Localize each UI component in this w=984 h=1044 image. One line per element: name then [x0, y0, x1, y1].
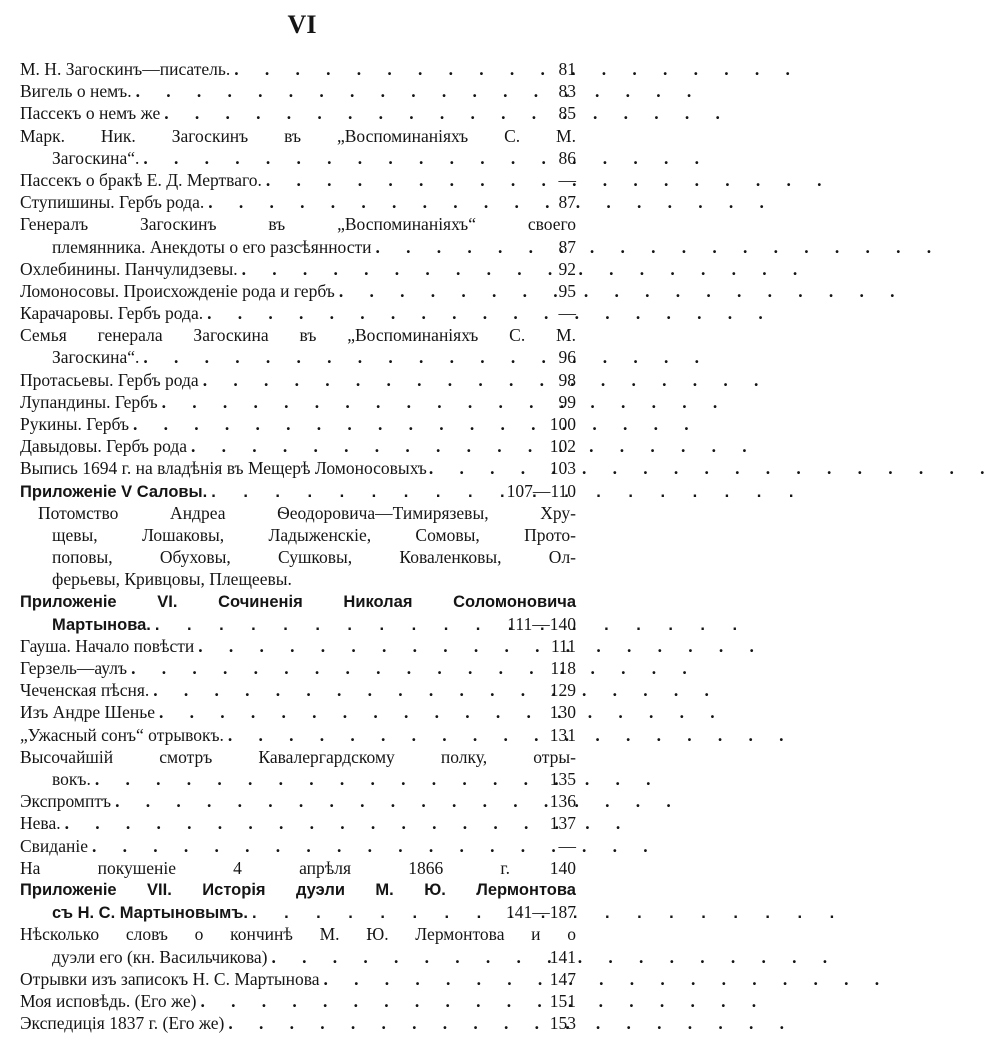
- toc-entry-title: Пассекъ о немъ же: [20, 103, 161, 124]
- toc-entry-page: 140: [549, 857, 576, 878]
- toc-entry-title: Свиданіе: [20, 835, 88, 856]
- toc-entry-title: Протасьевы. Гербъ рода: [20, 369, 199, 390]
- toc-entry: [20, 302, 576, 324]
- toc-entry: [20, 990, 576, 1012]
- dot-leader: [196, 990, 549, 1012]
- toc-entry-title: Карачаровы. Гербъ рода.: [20, 303, 204, 324]
- toc-entry-title: Охлебинины. Панчулидзевы.: [20, 258, 238, 279]
- appendix-heading: [20, 901, 576, 923]
- dot-leader: [372, 236, 554, 258]
- dot-leader: [207, 481, 506, 503]
- toc-entry: [20, 701, 576, 723]
- dot-leader: [320, 968, 550, 990]
- page-number: VI: [287, 10, 317, 39]
- toc-entry-page: —: [558, 169, 576, 190]
- toc-entry-page: 98: [558, 369, 576, 390]
- toc-entry-title: Экспромптъ: [20, 791, 112, 812]
- toc-entry-title: Генералъ Загоскинъ въ „Воспоминаніяхъ“ своего: [20, 214, 576, 235]
- toc-entry: [20, 369, 576, 391]
- toc-entry: [20, 546, 576, 568]
- toc-entry-title: Выпись 1694 г. на владѣнія въ Мещерѣ Ломоносовыхъ: [20, 458, 427, 479]
- toc-entry: [20, 635, 576, 657]
- toc-entry-title: поповы, Обуховы, Сушковы, Коваленковы, Ол-: [52, 547, 576, 568]
- toc-entry-title: Давыдовы. Гербъ рода: [20, 436, 188, 457]
- dot-leader: [230, 58, 554, 80]
- toc-entry-page: 85: [558, 103, 576, 124]
- toc-entry: [20, 58, 576, 80]
- toc-entry: [20, 457, 576, 479]
- dot-leader: [132, 80, 554, 102]
- toc-entry: [20, 213, 576, 235]
- toc-entry-page: 99: [558, 391, 576, 412]
- toc-entry-title: Приложеніе VI. Сочиненія Николая Соломоновича: [20, 592, 576, 611]
- dot-leader: [139, 147, 554, 169]
- toc-entry: [20, 147, 576, 169]
- toc-entry-page: 147: [549, 968, 576, 989]
- toc-entry-page: 129: [549, 680, 576, 701]
- toc-entry-title: Мартынова.: [52, 615, 151, 634]
- toc-entry-title: Рукины. Гербъ: [20, 414, 130, 434]
- toc-entry: [20, 679, 576, 701]
- toc-entry: [20, 657, 576, 679]
- toc-entry-page: —: [558, 835, 576, 856]
- toc-entry-title: Ломоносовы. Происхожденіе рода и гербъ: [20, 280, 335, 301]
- toc-entry-title: вокъ.: [52, 769, 91, 789]
- dot-leader: [224, 1012, 549, 1034]
- dot-leader: [151, 614, 507, 636]
- toc-entry-title: Пассекъ о бракѣ Е. Д. Мертваго.: [20, 169, 262, 190]
- toc-entry-title: „Ужасный сонъ“ отрывокъ.: [20, 724, 224, 745]
- toc-entry-page: 102: [549, 436, 576, 457]
- dot-leader: [139, 346, 554, 368]
- dot-leader: [262, 169, 554, 191]
- toc-entry: [20, 324, 576, 346]
- toc-entry-title: Изъ Андре Шенье: [20, 702, 156, 723]
- dot-leader: [203, 302, 554, 324]
- toc-entry-page: 135: [549, 769, 576, 789]
- toc-entry-page: 86: [558, 147, 576, 168]
- toc-entry-title: Отрывки изъ записокъ Н. С. Мартынова: [20, 968, 320, 989]
- toc-entry: [20, 280, 576, 302]
- toc-entry-page: 95: [558, 280, 576, 301]
- dot-leader: [160, 102, 554, 124]
- toc-entry: [20, 191, 576, 213]
- toc-entry: [20, 391, 576, 413]
- dot-leader: [61, 812, 550, 834]
- toc-entry: [20, 125, 576, 147]
- toc-entry: [20, 923, 576, 945]
- toc-entry-title: Вигель о немъ.: [20, 81, 132, 102]
- dot-leader: [238, 258, 554, 280]
- toc-entry-page: 111—140: [507, 613, 576, 634]
- appendix-heading: [20, 613, 576, 635]
- toc-entry: [20, 413, 576, 435]
- toc-entry-page: 141: [549, 946, 576, 967]
- toc-entry-title: щевы, Лошаковы, Ладыженскіе, Сомовы, Прото-: [52, 524, 576, 545]
- toc-entry-title: ферьевы, Кривцовы, Плещеевы.: [52, 569, 292, 590]
- appendix-heading: [20, 879, 576, 901]
- toc-entry-page: 153: [549, 1013, 576, 1034]
- toc-entry-title: Экспедиція 1837 г. (Его же): [20, 1013, 225, 1034]
- toc-entry: [20, 524, 576, 546]
- toc-entry-title: Приложеніе V Саловы.: [20, 482, 208, 501]
- dot-leader: [268, 946, 550, 968]
- dot-leader: [129, 413, 550, 435]
- toc-entry-title: Семья генерала Загоскина въ „Воспоминаніяхъ С. М.: [20, 325, 576, 346]
- toc-entry-page: —: [558, 303, 576, 324]
- toc-entry-page: 136: [549, 791, 576, 812]
- toc-entry-page: 130: [549, 702, 576, 723]
- dot-leader: [155, 701, 550, 723]
- table-of-contents: [20, 58, 576, 1034]
- toc-entry-title: Лупандины. Гербъ: [20, 391, 158, 412]
- toc-entry-page: 87: [558, 236, 576, 257]
- toc-entry-page: 103: [549, 458, 576, 479]
- appendix-heading: [20, 480, 576, 502]
- toc-entry-title: Марк. Ник. Загоскинъ въ „Воспоминаніяхъ С. М.: [20, 125, 576, 146]
- toc-entry: [20, 435, 576, 457]
- dot-leader: [187, 435, 550, 457]
- dot-leader: [149, 679, 549, 701]
- toc-entry-page: 96: [558, 347, 576, 368]
- toc-entry-title: дуэли его (кн. Васильчикова): [52, 946, 268, 967]
- toc-entry-title: М. Н. Загоскинъ—писатель.: [20, 59, 231, 79]
- toc-entry: [20, 946, 576, 968]
- toc-entry: [20, 812, 576, 834]
- toc-entry-page: 87: [558, 192, 576, 213]
- toc-entry-title: Загоскина“.: [52, 147, 140, 168]
- toc-entry: [20, 1012, 576, 1034]
- toc-entry-page: 111: [551, 635, 576, 656]
- toc-entry-title: Нѣсколько словъ о кончинѣ М. Ю. Лермонтова и о: [20, 924, 576, 945]
- toc-entry-title: Загоскина“.: [52, 347, 140, 368]
- toc-entry: [20, 568, 576, 590]
- dot-leader: [199, 369, 554, 391]
- toc-entry: [20, 346, 576, 368]
- toc-entry-title: Гауша. Начало повѣсти: [20, 635, 195, 656]
- toc-entry-page: 137: [549, 813, 576, 834]
- toc-entry-title: племянника. Анекдоты о его разсѣянности: [52, 236, 372, 257]
- toc-entry: [20, 857, 576, 879]
- toc-entry-title: Высочайшій смотръ Кавалергардскому полку, отры-: [20, 746, 576, 767]
- dot-leader: [224, 724, 550, 746]
- toc-entry: [20, 790, 576, 812]
- dot-leader: [427, 457, 550, 479]
- dot-leader: [111, 790, 550, 812]
- toc-entry-page: 100: [549, 414, 576, 434]
- toc-entry-title: съ Н. С. Мартыновымъ.: [52, 904, 248, 923]
- toc-entry-page: 141—187: [506, 902, 576, 923]
- dot-leader: [91, 768, 550, 790]
- toc-entry-title: Потомство Андреа Ѳеодоровича—Тимирязевы, Хру-: [38, 502, 576, 523]
- dot-leader: [335, 280, 554, 302]
- toc-entry-page: 107—110: [506, 480, 576, 501]
- toc-entry-title: Чеченская пѣсня.: [20, 680, 150, 701]
- toc-entry-title: Нева.: [20, 813, 61, 834]
- toc-entry-page: 92: [558, 258, 576, 279]
- toc-entry: [20, 968, 576, 990]
- toc-entry: [20, 835, 576, 857]
- toc-entry-page: 83: [558, 81, 576, 102]
- dot-leader: [194, 635, 551, 657]
- toc-entry: [20, 258, 576, 280]
- toc-entry: [20, 768, 576, 790]
- dot-leader: [204, 191, 554, 213]
- toc-entry-page: 81: [558, 59, 576, 79]
- dot-leader: [158, 391, 554, 413]
- toc-entry-title: На покушеніе 4 апрѣля 1866 г.: [20, 857, 510, 878]
- toc-entry-title: Ступишины. Гербъ рода.: [20, 192, 205, 213]
- appendix-heading: [20, 591, 576, 613]
- toc-entry-page: 131: [549, 724, 576, 745]
- toc-entry: [20, 80, 576, 102]
- dot-leader: [127, 657, 550, 679]
- toc-entry-title: Герзель—аулъ: [20, 658, 128, 679]
- toc-entry: [20, 102, 576, 124]
- toc-entry-title: Моя исповѣдь. (Его же): [20, 990, 197, 1011]
- toc-entry-page: 151: [549, 990, 576, 1011]
- dot-leader: [88, 835, 554, 857]
- toc-entry-page: 118: [550, 658, 576, 679]
- toc-entry: [20, 236, 576, 258]
- toc-entry: [20, 502, 576, 524]
- dot-leader: [248, 902, 506, 924]
- toc-entry-title: Приложеніе VII. Исторія дуэли М. Ю. Лермонтова: [20, 880, 576, 899]
- toc-entry: [20, 724, 576, 746]
- toc-entry: [20, 746, 576, 768]
- toc-entry: [20, 169, 576, 191]
